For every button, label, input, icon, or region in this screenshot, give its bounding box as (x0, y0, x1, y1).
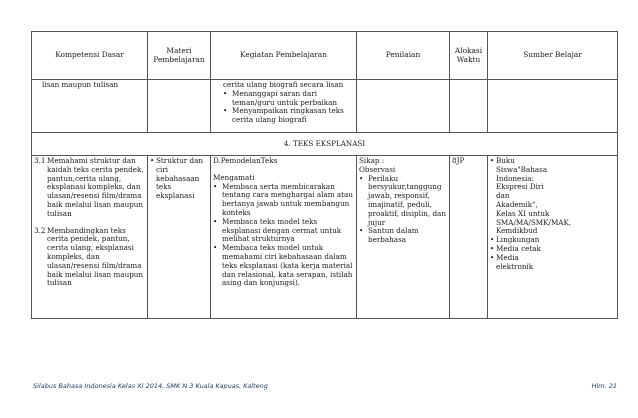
kegiatan-title: D.PemodelanTeks (213, 156, 278, 165)
cont-kegiatan-intro: cerita ulang biografi secara lisan (223, 80, 344, 89)
header-sumber: Sumber Belajar (488, 32, 618, 80)
list-item: • Media elektronik (490, 252, 534, 271)
bullet-icon: • (490, 235, 495, 245)
list-item: • Lingkungan (490, 235, 540, 245)
cont-alokasi-cell (450, 80, 488, 133)
cont-kegiatan-cell (211, 80, 357, 133)
cont-penilaian-cell (357, 80, 450, 133)
cont-materi-cell (148, 80, 211, 133)
continuation-row (32, 80, 618, 133)
list-item: • Menyampaikan ringkasan teks cerita ulang biografi (223, 106, 344, 125)
list-item: • Membaca serta membicarakan tentang cara menghargai alam atau bertanya jawab untuk membangun konteks (213, 181, 353, 217)
bullet-icon: • (223, 106, 228, 116)
footer-title: Silabus Bahasa Indonesia Kelas XI 2014, SMK N 3 Kuala Kapuas, Kalteng (33, 382, 268, 390)
header-kegiatan: Kegiatan Pembelajaran (211, 32, 357, 80)
bullet-icon: • (490, 252, 495, 262)
cont-kd-text: lisan maupun tulisan (42, 80, 119, 89)
list-item: • Membaca teks model teks eksplanasi dengan cermat untuk melihat strukturnya (213, 216, 342, 244)
kd-item-2: 3.2 Membandingkan teks cerita pendek, pantun, cerita ulang, eksplanasi kompleks, dan ulasan/resensi film/drama baik melalui lisan maupun tulisan (34, 225, 144, 288)
page-number: Hlm. 21 (591, 382, 617, 390)
cont-sumber-cell (488, 80, 618, 133)
cont-kd-cell (32, 80, 148, 133)
materi-list (150, 157, 208, 201)
bullet-icon: • (359, 226, 364, 236)
alokasi-cell (450, 156, 488, 319)
penilaian-subtitle: Observasi (359, 164, 396, 174)
header-penilaian: Penilaian (357, 32, 450, 80)
materi-cell (148, 156, 211, 319)
list-item: • Santun dalam berbahasa (359, 226, 419, 245)
syllabus-table (31, 31, 618, 319)
bullet-icon: • (490, 243, 495, 253)
list-item: • Media cetak (490, 243, 541, 253)
kegiatan-cell (211, 156, 357, 319)
penilaian-cell (357, 156, 450, 319)
bullet-icon: • (490, 156, 495, 165)
section-title: 4. TEKS EKSPLANASI (32, 133, 618, 156)
alokasi-value: 8JP (452, 156, 465, 165)
list-item: • Perilaku bersyukur,tanggung jawab, responsif, imajinatif, peduli, proaktif, disiplin, dan jujur (359, 173, 446, 227)
kd-cell (32, 156, 148, 319)
section-row (32, 133, 618, 156)
kd-item-1: 3.1 Memahami struktur dan kaidah teks cerita pendek, pantun,cerita ulang, eksplanasi kompleks, dan ulasan/resensi film/drama baik melalui lisan maupun tulisan (34, 156, 144, 218)
penilaian-title: Sikap : (359, 156, 385, 165)
penilaian-list (359, 175, 447, 245)
list-item: • Buku Siswa"Bahasa Indonesia: Ekspresi Diri dan Akademik", Kelas XI untuk SMA/MA/SMK/MAK, Kemdikbud (490, 156, 572, 236)
header-materi: Materi Pembelajaran (148, 32, 211, 80)
bullet-icon: • (213, 243, 218, 253)
bullet-icon: • (150, 156, 155, 165)
content-row (32, 156, 618, 319)
cont-kegiatan-list (213, 90, 354, 125)
list-item: • Menanggapi saran dari teman/guru untuk perbaikan (223, 88, 338, 107)
kegiatan-subtitle: Mengamati (213, 172, 255, 182)
header-kompetensi: Kompetensi Dasar (32, 32, 148, 80)
sumber-list (490, 156, 572, 271)
bullet-icon: • (223, 88, 228, 98)
bullet-icon: • (213, 216, 218, 226)
list-item: • Membaca teks model untuk memahami ciri kebahasaan dalam teks eksplanasi (kata kerja material dan relasional, kata serapan, istilah asing dan konjungsi). (213, 243, 353, 288)
header-alokasi: Alokasi Waktu (450, 32, 488, 80)
table-header-row (32, 32, 618, 80)
kegiatan-list (213, 183, 354, 289)
list-item: • Struktur dan ciri kebahasaan teks eksplanasi (150, 156, 203, 201)
bullet-icon: • (359, 173, 364, 183)
sumber-cell (488, 156, 618, 319)
bullet-icon: • (213, 181, 218, 191)
